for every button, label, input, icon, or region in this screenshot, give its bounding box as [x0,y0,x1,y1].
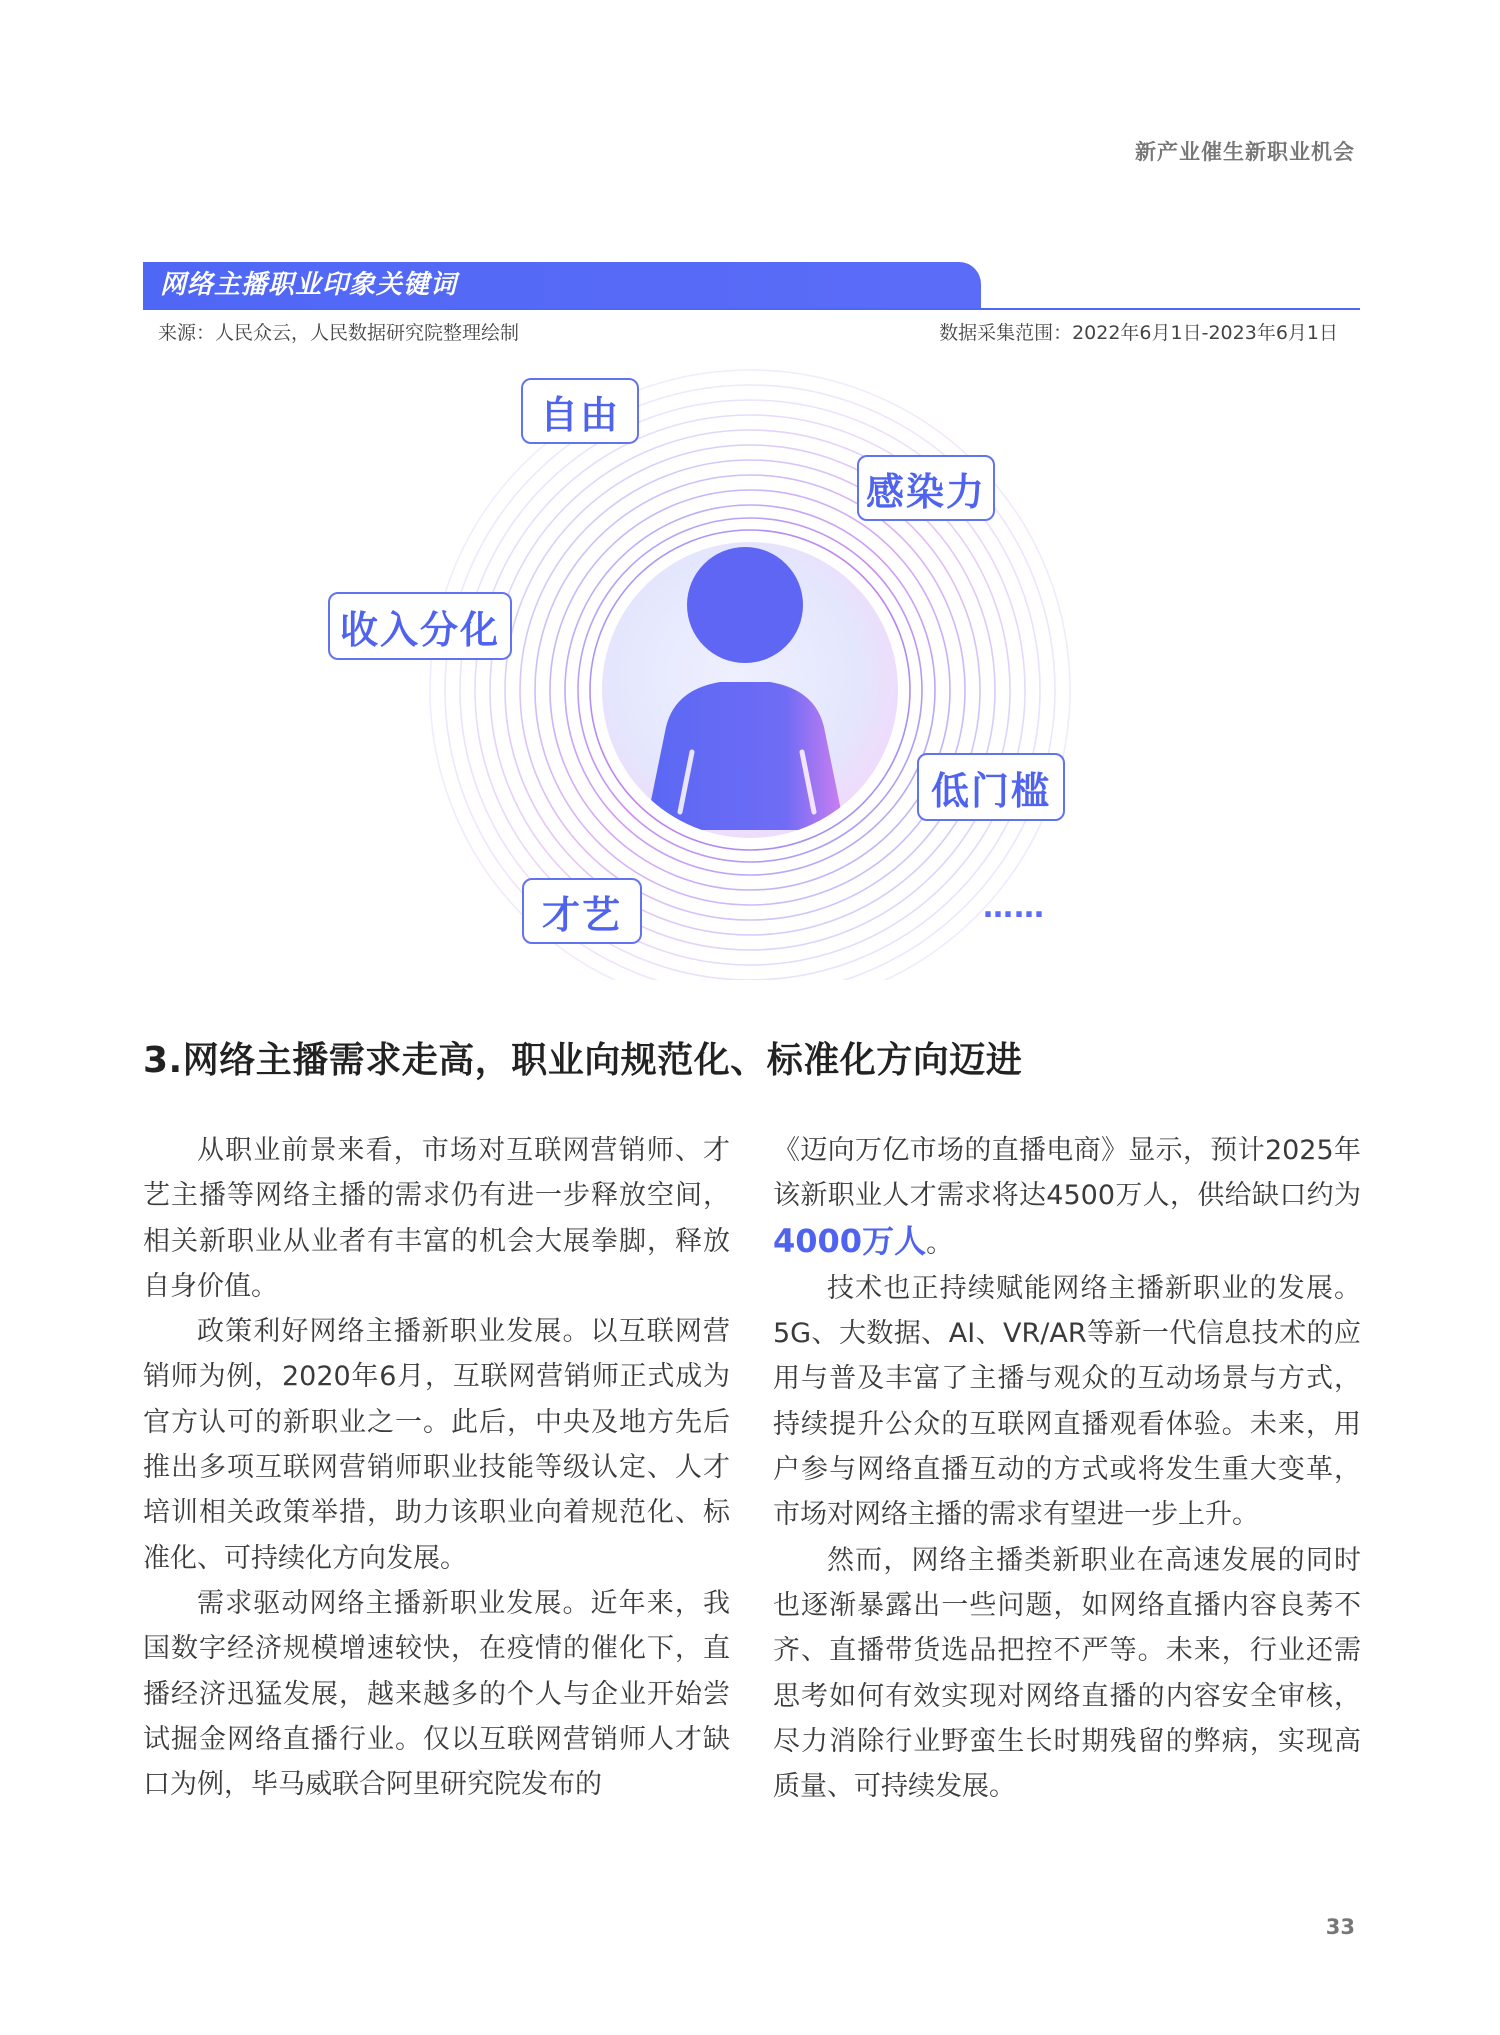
paragraph: 然而，网络主播类新职业在高速发展的同时也逐渐暴露出一些问题，如网络直播内容良莠不齐、直播带货选品把控不严等。未来，行业还需思考如何有效实现对网络直播的内容安全审核，尽力消除行业野蛮生长时期残留的弊病，实现高质量、可持续发展。 [773,1544,1361,1803]
concentric-rings-graphic [300,360,1200,980]
page-number: 33 [1325,1915,1355,1939]
keyword-visual [300,360,1200,980]
figure-title-rule [143,308,1360,310]
paragraph: 政策利好网络主播新职业发展。以互联网营销师为例，2020年6月，互联网营销师正式成为官方认可的新职业之一。此后，中央及地方先后推出多项互联网营销师职业技能等级认定、人才培训相关政策举措，助力该职业向着规范化、标准化、可持续化方向发展。 [143,1316,730,1574]
keyword-ganranli: 感染力 [857,455,995,521]
figure-title: 网络主播职业印象关键词 [160,270,458,300]
body-left-column [143,1128,730,1807]
figure-source: 来源：人民众云，人民数据研究院整理绘制 [158,322,520,344]
paragraph: 需求驱动网络主播新职业发展。近年来，我国数字经济规模增速较快，在疫情的催化下，直播经济迅猛发展，越来越多的个人与企业开始尝试掘金网络直播行业。仅以互联网营销师人才缺口为例，毕马威联合阿里研究院发布的 [143,1587,730,1801]
body-right-column [773,1128,1361,1809]
paragraph [773,1128,1361,1266]
keyword-ellipsis: …… [983,890,1045,925]
section-heading: 3.网络主播需求走高，职业向规范化、标准化方向迈进 [143,1040,1023,1081]
paragraph: 从职业前景来看，市场对互联网营销师、才艺主播等网络主播的需求仍有进一步释放空间，相关新职业从业者有丰富的机会大展拳脚，释放自身价值。 [143,1135,730,1302]
paragraph-text: 。 [926,1227,954,1259]
paragraph: 技术也正持续赋能网络主播新职业的发展。5G、大数据、AI、VR/AR等新一代信息技术的应用与普及丰富了主播与观众的互动场景与方式，持续提升公众的互联网直播观看体验。未来，用户参与网络直播互动的方式或将发生重大变革，市场对网络主播的需求有望进一步上升。 [773,1272,1361,1531]
keyword-caiyi: 才艺 [522,878,642,944]
keyword-ziyou: 自由 [521,378,639,444]
paragraph-text: 《迈向万亿市场的直播电商》显示，预计2025年该新职业人才需求将达4500万人，供给缺口约为 [773,1135,1361,1212]
keyword-di-menkan: 低门槛 [917,753,1065,821]
highlight-figure: 4000万人 [773,1221,927,1260]
keyword-shouru-fenhua: 收入分化 [328,592,512,660]
running-header: 新产业催生新职业机会 [1135,140,1355,164]
figure-data-range: 数据采集范围：2022年6月1日-2023年6月1日 [939,322,1338,344]
